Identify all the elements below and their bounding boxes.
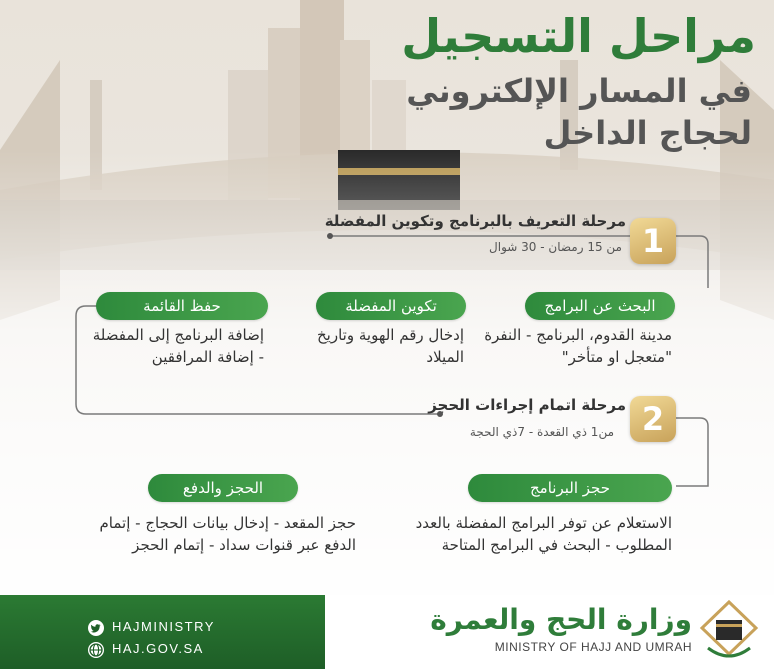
page-subtitle: في المسار الإلكتروني	[406, 72, 752, 110]
website-link[interactable]: HAJ.GOV.SA	[112, 641, 204, 656]
phase-1-number-badge: 1	[630, 218, 676, 264]
step-save-list: حفظ القائمة	[96, 292, 268, 320]
step-book-program: حجز البرنامج	[468, 474, 672, 502]
phase-2-date: من1 ذي القعدة - 7ذي الحجة	[469, 425, 614, 439]
step-search-programs: البحث عن البرامج	[525, 292, 675, 320]
step-create-favorites-description: إدخال رقم الهوية وتاريخ الميلاد	[317, 326, 464, 366]
step-search-programs-description: مدينة القدوم، البرنامج - النفرة "متعجل او متأخر"	[484, 326, 672, 366]
step-booking-payment: الحجز والدفع	[148, 474, 298, 502]
phase-2-number-badge: 2	[630, 396, 676, 442]
phase-1-date: من 15 رمضان - 30 شوال	[489, 240, 622, 254]
globe-icon	[88, 642, 104, 658]
step-book-program-description: الاستعلام عن توفر البرامج المفضلة بالعدد المطلوب - البحث في البرامج المتاحة	[415, 514, 672, 554]
phase-1-title: مرحلة التعريف بالبرنامج وتكوين المفضلة	[324, 212, 626, 230]
twitter-handle[interactable]: HAJMINISTRY	[112, 619, 215, 634]
twitter-icon	[88, 620, 104, 636]
ministry-logo	[698, 598, 760, 664]
phase-2-title: مرحلة اتمام إجراءات الحجز	[428, 396, 626, 414]
ministry-name-english: MINISTRY OF HAJJ AND UMRAH	[494, 640, 692, 654]
page-title: مراحل التسجيل	[401, 9, 756, 63]
page-subtitle-2: لحجاج الداخل	[543, 114, 752, 152]
step-create-favorites: تكوين المفضلة	[316, 292, 466, 320]
step-save-list-description: إضافة البرنامج إلى المفضلة - إضافة المرافقين	[92, 326, 264, 366]
ministry-name-arabic: وزارة الحج والعمرة	[430, 603, 692, 636]
step-booking-payment-description: حجز المقعد - إدخال بيانات الحجاج - إتمام الدفع عبر قنوات سداد - إتمام الحجز	[99, 514, 356, 554]
